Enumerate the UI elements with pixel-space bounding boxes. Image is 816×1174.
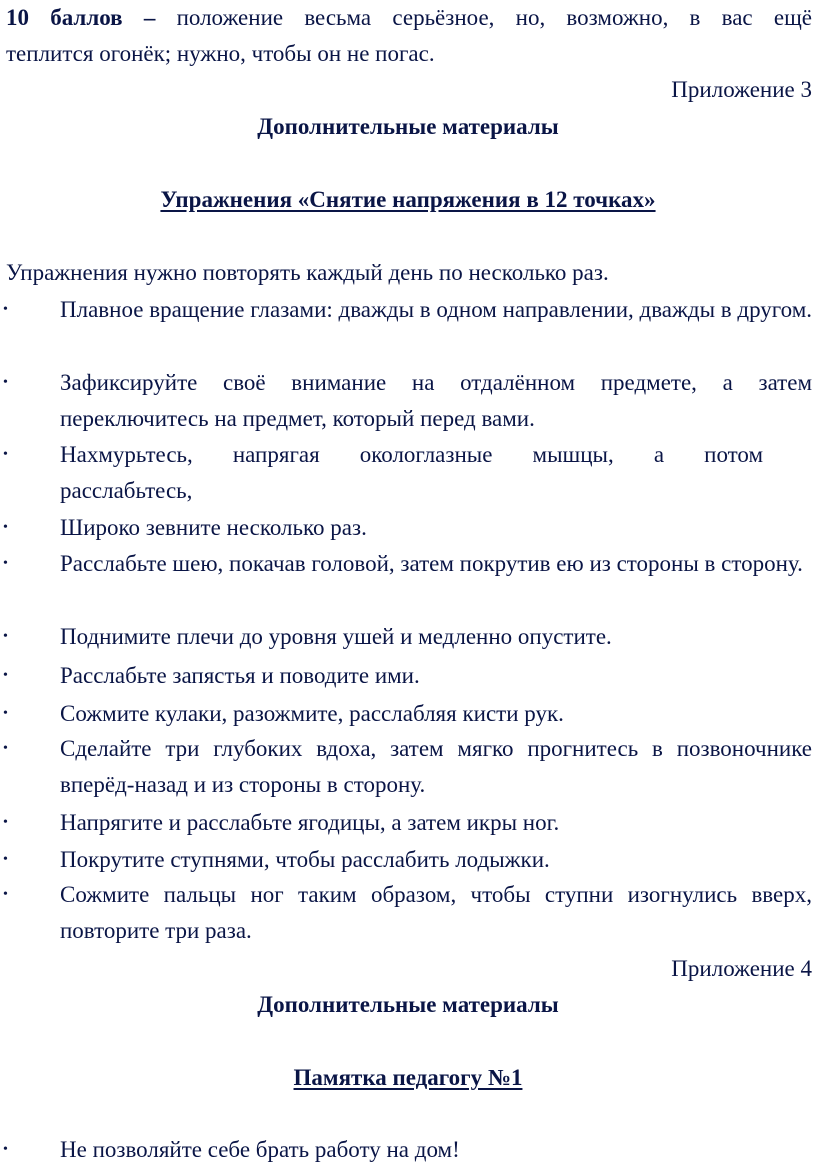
appendix-3-label: Приложение 3 [671,77,812,102]
appendix-4-title-text: Памятка педагогу №1 [293,1065,523,1090]
appendix-3-heading: Дополнительные материалы [257,114,559,139]
bullet-icon: • [3,302,8,317]
appendix-4-heading: Дополнительные материалы [257,992,559,1017]
list-item [0,619,816,655]
bullet-icon: • [3,706,8,721]
list-item-text: Расслабьте шею, покачав головой, затем покрутив ею из стороны в сторону. [60,551,803,576]
list-item [0,842,816,878]
intro-line-1-rest: положение весьма серьёзное, но, возможно, в вас ещё [176,5,812,30]
list-item [0,805,816,841]
list-item-text: Поднимите плечи до уровня ушей и медленно опустите. [60,624,612,649]
bullet-icon: • [3,447,8,462]
appendix-4-title [0,1060,816,1096]
list-item [0,437,816,509]
list-item-text: Зафиксируйте своё внимание на отдалённом предмете, а затем переключитесь на предмет, который перед вами. [60,370,812,431]
list-item [0,510,816,546]
bullet-icon: • [3,375,8,390]
list-item-text: Широко зевните несколько раз. [60,515,367,540]
appendix-3-title-text: Упражнения «Снятие напряжения в 12 точках» [160,187,656,212]
list-item-text: Не позволяйте себе брать работу на дом! [60,1137,460,1162]
intro-paragraph [6,0,812,72]
bullet-icon: • [3,741,8,756]
list-item-text: Расслабьте запястья и поводите ими. [60,663,420,688]
list-item-text: Плавное вращение глазами: дважды в одном направлении, дважды в другом. [60,297,813,322]
appendix-4-label: Приложение 4 [671,956,812,981]
list-item-text: Напрягите и расслабьте ягодицы, а затем икры ног. [60,810,560,835]
bullet-icon: • [3,1142,8,1157]
bullet-icon: • [3,629,8,644]
appendix-3-title [0,182,816,218]
list-item [0,877,816,949]
list-item-text: Сделайте три глубоких вдоха, затем мягко прогнитесь в позвоночнике вперёд-назад и из стороны в сторону. [60,736,812,797]
bullet-icon: • [3,520,8,535]
score-label: 10 баллов – [6,5,156,30]
list-item [0,731,816,803]
intro-line-2: теплится огонёк; нужно, чтобы он не погас. [6,41,435,66]
bullet-icon: • [3,556,8,571]
list-item [0,658,816,694]
list-item [0,1132,816,1168]
list-item-text: Покрутите ступнями, чтобы расслабить лодыжки. [60,847,550,872]
list-item [0,696,816,732]
list-item-text: Сожмите кулаки, разожмите, расслабляя кисти рук. [60,701,564,726]
bullet-icon: • [3,852,8,867]
list-item-line-1: Нахмурьтесь, напрягая окологлазные мышцы, а потом [60,442,764,467]
bullet-icon: • [3,668,8,683]
bullet-icon: • [3,887,8,902]
list-item [0,365,816,437]
list-item [0,292,816,328]
list-item [0,546,816,582]
exercises-lead: Упражнения нужно повторять каждый день по несколько раз. [6,260,609,285]
list-item-text: Сожмите пальцы ног таким образом, чтобы ступни изогнулись вверх, повторите три раза. [60,882,812,943]
list-item-line-2: расслабьтесь, [60,478,193,503]
list-item-text [60,437,812,509]
bullet-icon: • [3,815,8,830]
intro-line-1 [6,0,812,36]
